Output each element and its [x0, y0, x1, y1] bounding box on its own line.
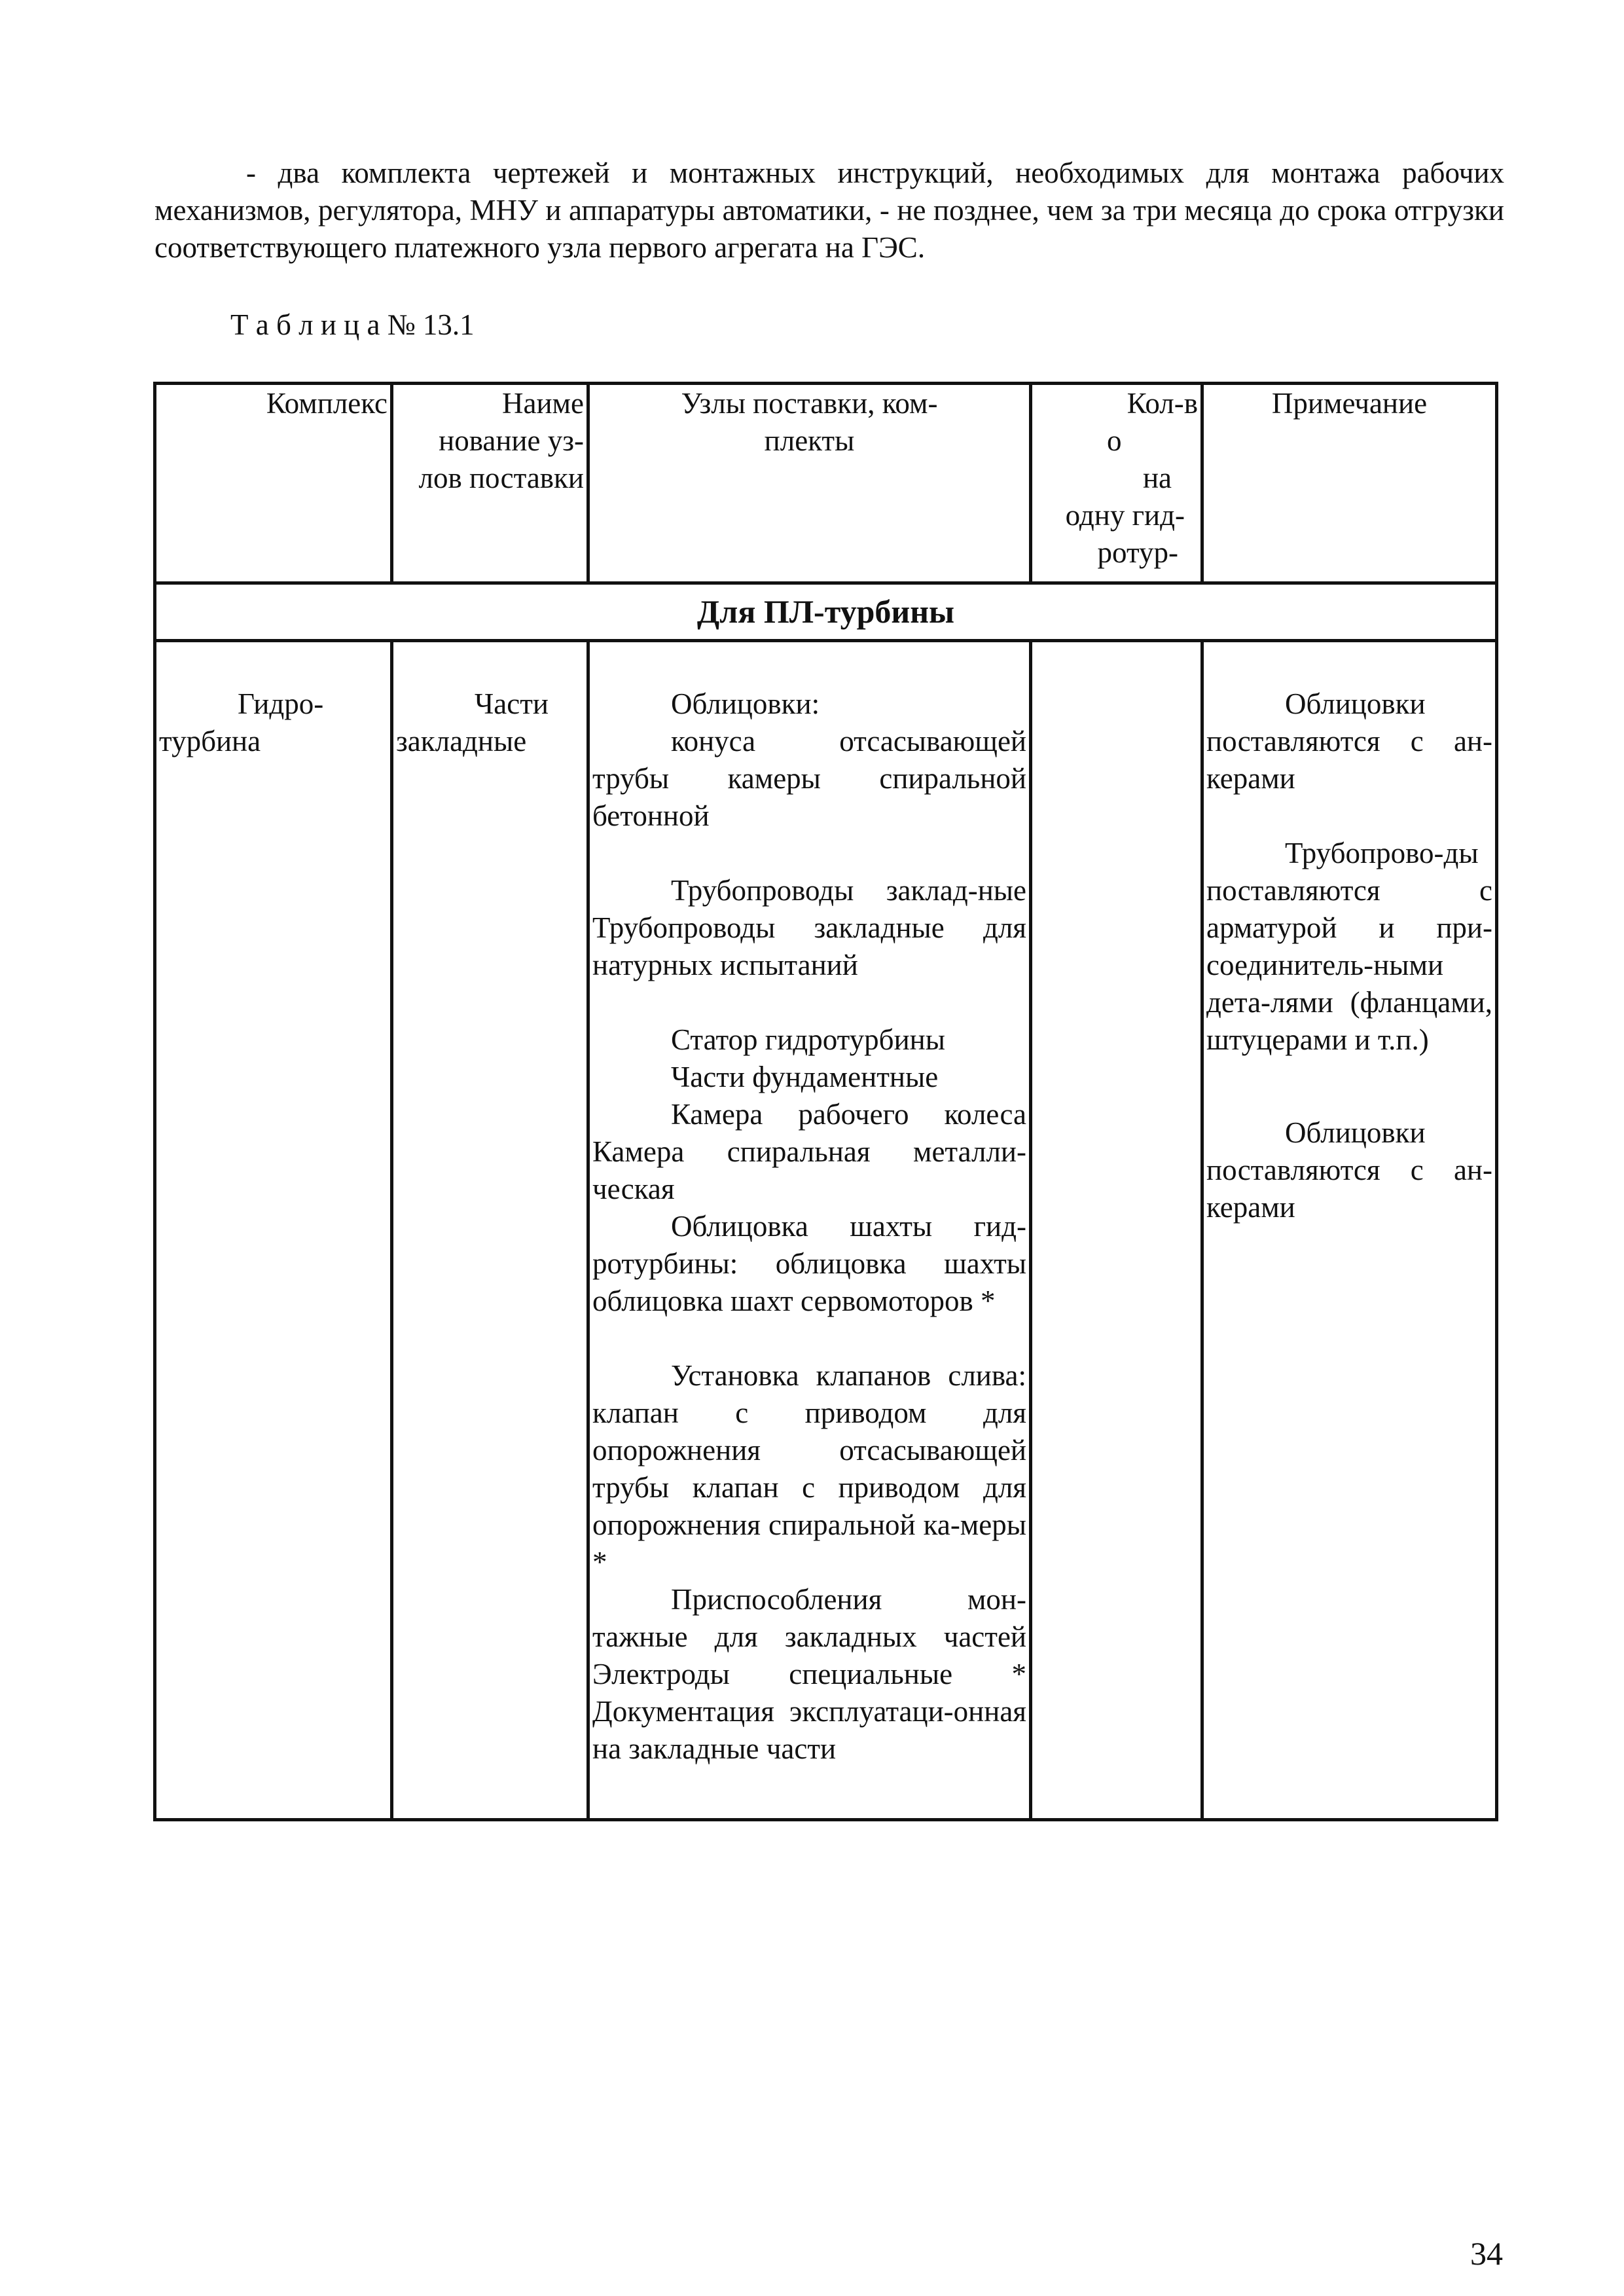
cell-quantity [1031, 641, 1202, 1820]
page-number: 34 [1470, 2235, 1503, 2272]
cell-delivery-units [588, 641, 1031, 1820]
item-stator: Статор гидротурбины [671, 1023, 945, 1056]
header-quantity: Кол-в о на одну гид- ротур- [1031, 384, 1202, 583]
item-shaft-facing: Облицовка шахты гид-ротурбины: облицовка шахты облицовка шахт сервомоторов * [592, 1210, 1026, 1317]
note-facings-anchors: Облицовки поставляются с ан-керами [1206, 687, 1492, 795]
section-title: Для ПЛ-турбины [155, 583, 1497, 641]
item-chambers: Камера рабочего колеса Камера спиральная металли-ческая [592, 1098, 1026, 1205]
intro-text: - два комплекта чертежей и монтажных инструкций, необходимых для монтажа рабочих механизмов, регулятора, МНУ и аппаратуры автоматики, - не позднее, чем за три месяца до срока отгрузки соответствующего платежного узла первого агрегата на ГЭС. [154, 156, 1504, 264]
cell-node-name: Части закладные [392, 641, 588, 1820]
delivery-table [153, 382, 1498, 1821]
header-complex: Комплекс [155, 384, 392, 583]
table-header-row [155, 384, 1497, 583]
item-facings-body: конуса отсасывающей трубы камеры спиральной бетонной [592, 725, 1026, 832]
header-notes: Примечание [1202, 384, 1497, 583]
header-node-name: Наиме нование уз- лов поставки [392, 384, 588, 583]
item-facings-title: Облицовки: [671, 687, 820, 720]
header-delivery-units: Узлы поставки, ком- плекты [588, 384, 1031, 583]
item-drain-valves: Установка клапанов слива: клапан с приводом для опорожнения отсасывающей трубы клапан с приводом для опорожнения спиральной ка-меры * [592, 1359, 1026, 1578]
item-fixtures-docs: Приспособления мон-тажные для закладных частей Электроды специальные * Документация эксплуатаци-онная на закладные части [592, 1583, 1026, 1765]
note-shaft-anchors: Облицовки поставляются с ан-керами [1206, 1116, 1492, 1224]
note-pipelines-fittings: Трубопрово-ды поставляются с арматурой и при-соединитель-ными дета-лями (фланцами, штуцерами и т.п.) [1206, 837, 1492, 1056]
intro-paragraph [154, 155, 1504, 266]
item-pipelines: Трубопроводы заклад-ные Трубопроводы закладные для натурных испытаний [592, 874, 1026, 981]
section-row [155, 583, 1497, 641]
table-row [155, 641, 1497, 1820]
table-caption: Т а б л и ц а № 13.1 [230, 308, 475, 341]
item-foundation-parts: Части фундаментные [671, 1061, 939, 1093]
cell-notes [1202, 641, 1497, 1820]
cell-complex: Гидро- турбина [155, 641, 392, 1820]
